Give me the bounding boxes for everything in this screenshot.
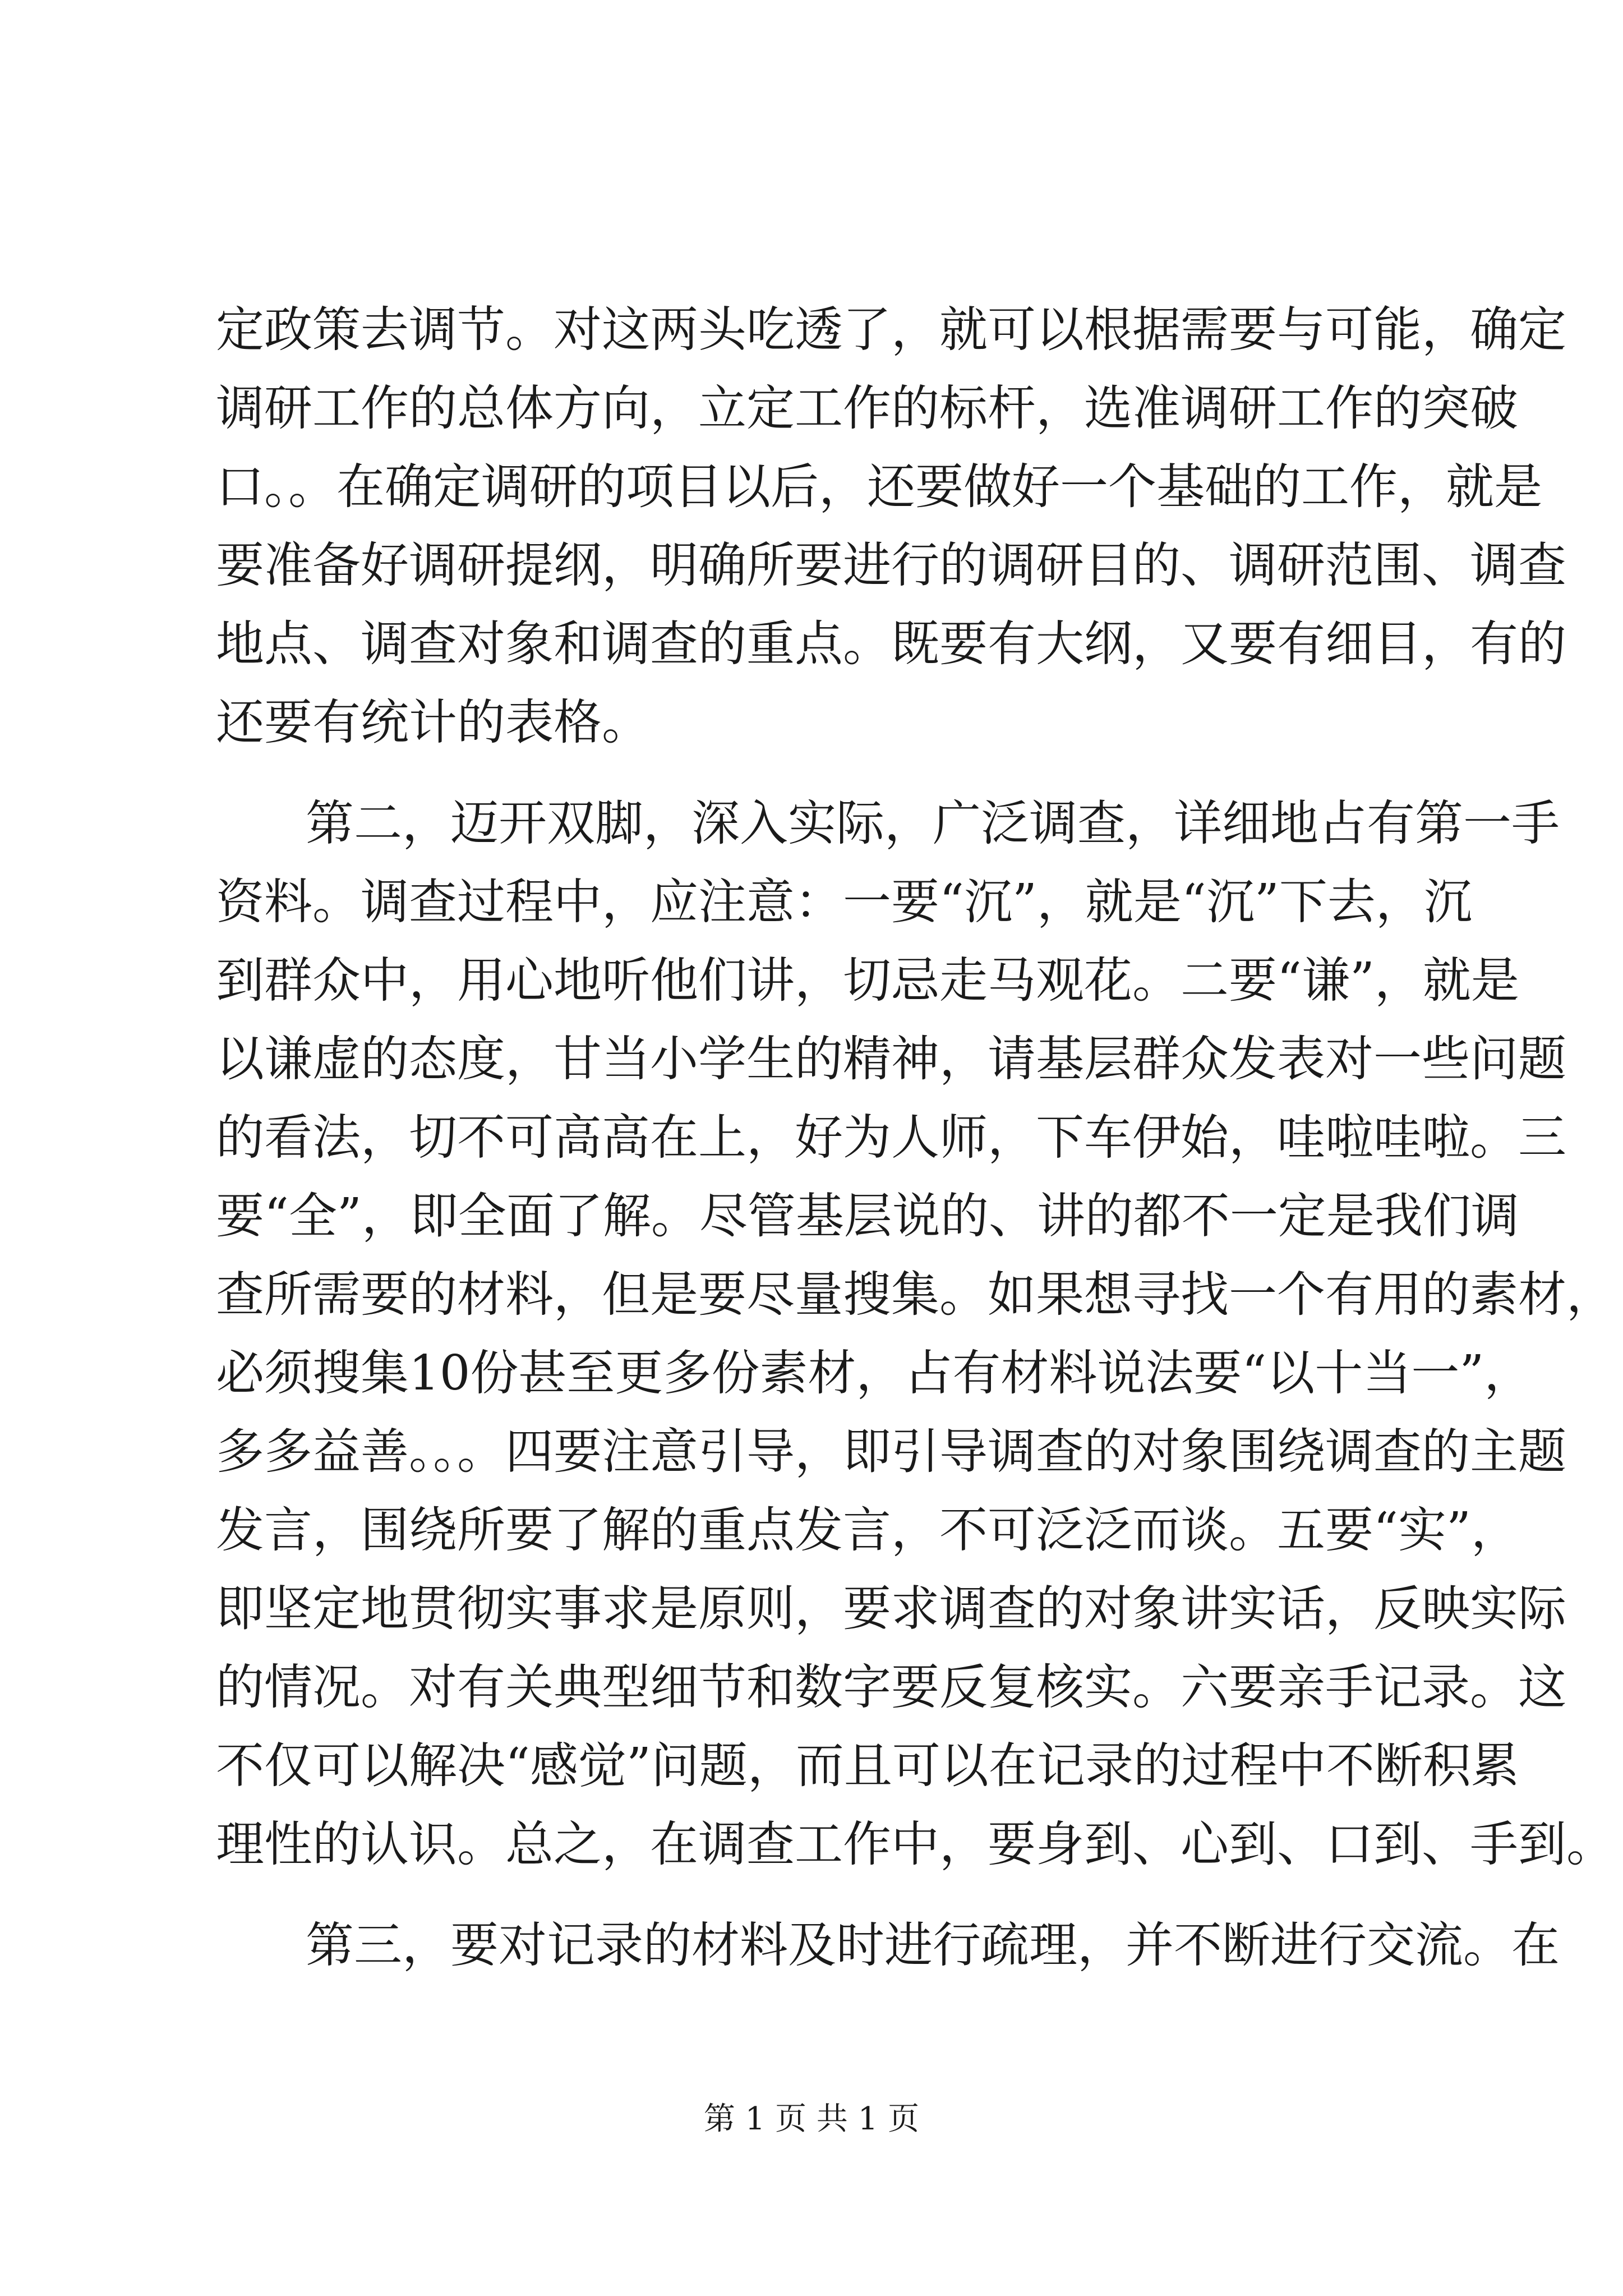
text-line: 定政策去调节。对这两头吃透了，就可以根据需要与可能，确定 — [216, 302, 1566, 358]
text-line: 即坚定地贯彻实事求是原则，要求调查的对象讲实话，反映实际 — [216, 1581, 1566, 1637]
text-line: 的看法，切不可高高在上，好为人师，下车伊始，哇啦哇啦。三 — [216, 1110, 1566, 1166]
paragraph-start-line: 第二，迈开双脚，深入实际，广泛调查，详细地占有第一手 — [306, 795, 1560, 852]
text-line: 要准备好调研提纲，明确所要进行的调研目的、调研范围、调查 — [216, 537, 1566, 593]
text-line: 到群众中，用心地听他们讲，切忌走马观花。二要“谦”，就是 — [216, 953, 1519, 1009]
text-line: 必须搜集10份甚至更多份素材，占有材料说法要“以十当一”， — [216, 1345, 1533, 1401]
text-line: 查所需要的材料，但是要尽量搜集。如果想寻找一个有用的素材， — [216, 1267, 1615, 1323]
paragraph-start-line: 第三，要对记录的材料及时进行疏理，并不断进行交流。在 — [306, 1917, 1560, 1973]
text-line: 要“全”，即全面了解。尽管基层说的、讲的都不一定是我们调 — [216, 1188, 1519, 1244]
text-line: 的情况。对有关典型细节和数字要反复核实。六要亲手记录。这 — [216, 1659, 1566, 1715]
text-line: 发言，围绕所要了解的重点发言，不可泛泛而谈。五要“实”， — [216, 1502, 1519, 1558]
text-line: 多多益善。。。四要注意引导，即引导调查的对象围绕调查的主题 — [216, 1424, 1566, 1480]
text-line: 理性的认识。总之，在调查工作中，要身到、心到、口到、手到。 — [216, 1816, 1615, 1872]
text-line: 不仅可以解决“感觉”问题，而且可以在记录的过程中不断积累 — [216, 1738, 1519, 1794]
text-line: 资料。调查过程中，应注意：一要“沉”，就是“沉”下去，沉 — [216, 874, 1472, 930]
page-footer: 第 1 页 共 1 页 — [703, 2101, 920, 2137]
text-line: 以谦虚的态度，甘当小学生的精神，请基层群众发表对一些问题 — [216, 1031, 1566, 1087]
text-line: 调研工作的总体方向，立定工作的标杆，选准调研工作的突破 — [216, 380, 1518, 436]
text-line: 地点、调查对象和调查的重点。既要有大纲，又要有细目，有的 — [216, 616, 1566, 672]
text-line: 还要有统计的表格。 — [216, 694, 650, 751]
text-line: 口。。在确定调研的项目以后，还要做好一个基础的工作，就是 — [216, 459, 1542, 515]
